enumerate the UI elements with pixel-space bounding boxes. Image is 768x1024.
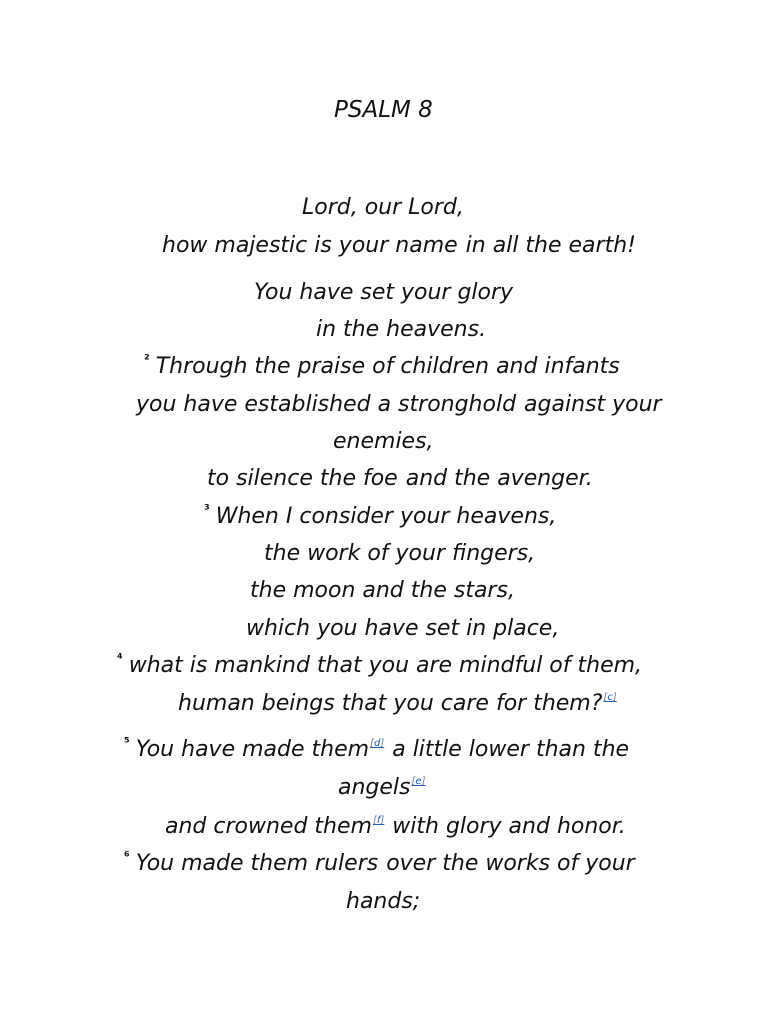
psalm-title: PSALM 8 <box>334 97 433 123</box>
verse-number: ⁶ <box>124 850 130 865</box>
verse-line: $^{^4}$ what is mankind that you are mindful of them, <box>117 652 643 678</box>
verse-number: ⁴ <box>117 652 123 667</box>
verse-line: $^{^3}$ When I consider your heavens, <box>204 503 557 529</box>
verse-line: to silence the foe and the avenger. <box>207 466 593 491</box>
footnote-link[interactable]: [c] <box>603 692 617 703</box>
verse-line: human beings that you care for them?[c] <box>178 691 617 716</box>
footnote-link[interactable]: [e] <box>411 776 426 787</box>
verse-number: ⁵ <box>124 736 130 751</box>
verse-line: the work of your fingers, <box>264 541 536 566</box>
verse-line: hands; <box>346 889 421 914</box>
footnote-link[interactable]: [f] <box>372 815 385 826</box>
verse-line: and crowned them[f] with glory and honor. <box>165 814 626 839</box>
verse-number: ³ <box>204 503 210 518</box>
verse-line: the moon and the stars, <box>250 578 515 603</box>
verse-line: enemies, <box>333 429 434 454</box>
verse-line: $^{^5}$ You have made them[d] a little lower than the <box>124 736 630 762</box>
verse-line: you have established a stronghold against your <box>136 392 662 417</box>
verse-line: $^{^6}$ You made them rulers over the works of your <box>124 850 635 876</box>
verse-line: angels[e] <box>338 775 426 800</box>
verse-line: which you have set in place, <box>246 616 560 641</box>
verse-line: Lord, our Lord, <box>302 195 464 220</box>
verse-line: in the heavens. <box>316 317 487 342</box>
verse-line: $^{^2}$ Through the praise of children and infants <box>144 353 620 379</box>
verse-line: You have set your glory <box>254 280 514 305</box>
footnote-link[interactable]: [d] <box>370 738 385 749</box>
verse-line: how majestic is your name in all the earth! <box>162 233 636 258</box>
verse-number: ² <box>144 353 150 368</box>
